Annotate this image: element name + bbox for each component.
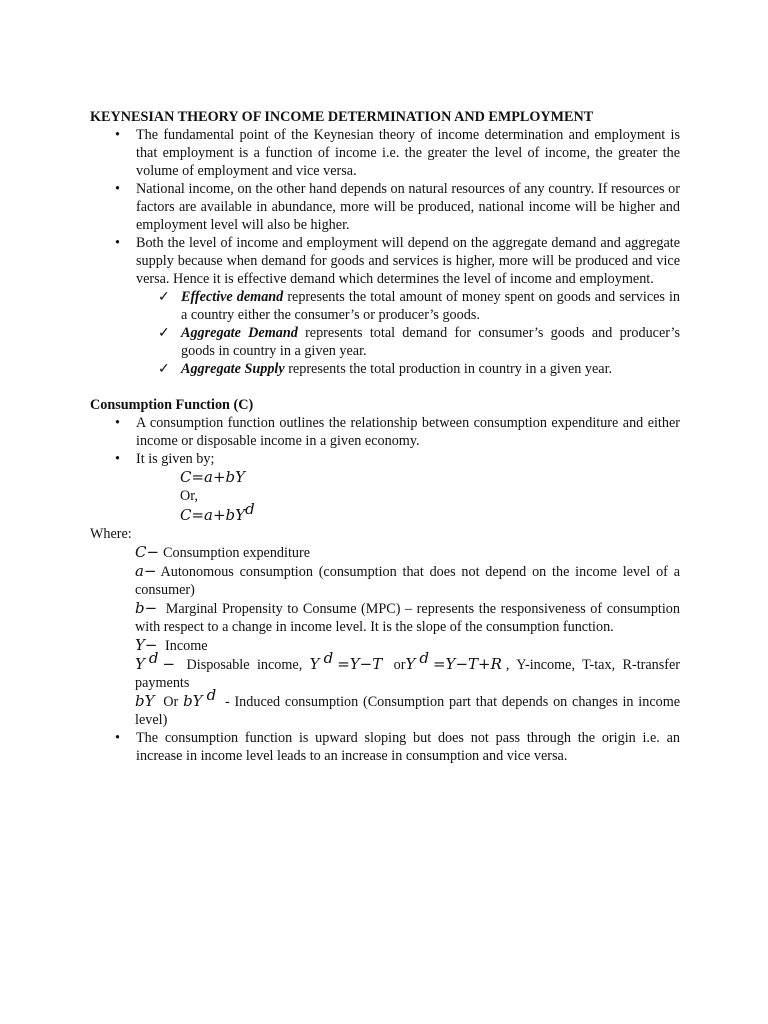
list-item: • Both the level of income and employment will depend on the aggregate demand and aggregate supply because when demand for goods and services is higher, more will be produced and vice versa. Hence it is effective demand which determines the level of income and employment. — [90, 234, 680, 288]
definition-text: Autonomous consumption (consumption that does not depend on the income level of a consumer) — [135, 564, 680, 598]
list-item: • National income, on the other hand depends on natural resources of any country. If resources or factors are available in abundance, more will be produced, national income will be higher and employment level will also be higher. — [90, 180, 680, 234]
checkmark-icon: ✓ — [158, 361, 170, 377]
equation-text: C=a+bY — [180, 468, 246, 486]
formula-part: Y — [405, 655, 416, 673]
equation-1 — [90, 468, 680, 487]
definition-text: Income — [165, 638, 208, 654]
check-item-effective-demand — [90, 288, 680, 324]
checkmark-icon: ✓ — [158, 289, 170, 305]
symbol: b− — [135, 599, 158, 617]
symbol: Y− — [135, 636, 158, 654]
check-item-aggregate-demand — [90, 324, 680, 360]
superscript: d — [419, 649, 429, 667]
or-text: or — [393, 657, 406, 673]
definition-c — [90, 543, 680, 562]
list-item: • The consumption function is upward sloping but does not pass through the origin i.e. an increase in income level leads to an increase in consumption and vice versa. — [90, 729, 680, 765]
section-heading: Consumption Function (C) — [90, 397, 254, 413]
symbol-dash: − — [162, 655, 176, 673]
list-item: • The fundamental point of the Keynesian theory of income determination and employment is that employment is a function of income i.e. the greater the level of income, the greater the volume of employment and vice versa. — [90, 126, 680, 180]
symbol: C− — [135, 543, 160, 561]
superscript: d — [323, 649, 334, 667]
formula-part: =Y−T — [337, 655, 383, 673]
superscript: d — [206, 686, 217, 704]
definition-a — [90, 562, 680, 599]
equation-text: C=a+bY — [180, 506, 246, 524]
final-bullet-list — [90, 729, 680, 765]
equation-or: Or, — [180, 488, 198, 504]
symbol: bY — [135, 692, 155, 710]
symbol: Y — [135, 655, 145, 673]
symbol: a− — [135, 562, 157, 580]
definition-text: Consumption expenditure — [163, 545, 311, 561]
superscript: d — [245, 500, 255, 518]
term-definition: represents the total production in country in a given year. — [284, 361, 613, 377]
formula-part: Y — [309, 655, 320, 673]
superscript: d — [148, 649, 159, 667]
check-item-aggregate-supply — [90, 360, 680, 378]
term-definition: represents total demand for consumer’s goods and producer’s goods in country in a given year. — [181, 325, 680, 359]
definition-tail: , Y-income, T-tax, R-transfer payments — [135, 657, 681, 691]
definition-by — [90, 686, 681, 729]
list-item: • A consumption function outlines the relationship between consumption expenditure and either income or disposable income in a given economy. — [90, 414, 680, 450]
consumption-bullet-list — [90, 414, 680, 468]
list-item: • It is given by; — [90, 450, 680, 468]
definition-text: Disposable income, — [186, 657, 303, 673]
intro-bullet-list — [90, 126, 680, 288]
document-title: KEYNESIAN THEORY OF INCOME DETERMINATION AND EMPLOYMENT — [90, 109, 594, 125]
term-label: Effective demand — [181, 289, 284, 305]
definition-text: Marginal Propensity to Consume (MPC) – represents the responsiveness of consumption with respect to a change in income level. It is the slope of the consumption function. — [135, 601, 680, 635]
term-definition: represents the total amount of money spent on goods and services in a country either the consumer’s or producer’s goods. — [181, 289, 681, 323]
checkmark-icon: ✓ — [158, 325, 170, 341]
term-label: Aggregate Supply — [181, 361, 285, 377]
formula-part: =Y−T+R — [432, 655, 502, 673]
or-text: Or — [163, 694, 179, 710]
definition-b — [90, 599, 680, 636]
definition-yd — [90, 649, 681, 692]
symbol: bY — [183, 692, 203, 710]
equation-2 — [90, 500, 680, 525]
checkmark-list — [90, 288, 680, 378]
definition-text: - Induced consumption (Consumption part that depends on changes in income level) — [135, 694, 681, 728]
where-label: Where: — [90, 526, 132, 542]
term-label: Aggregate Demand — [181, 325, 298, 341]
definition-y — [90, 636, 680, 655]
document-page — [90, 108, 680, 765]
